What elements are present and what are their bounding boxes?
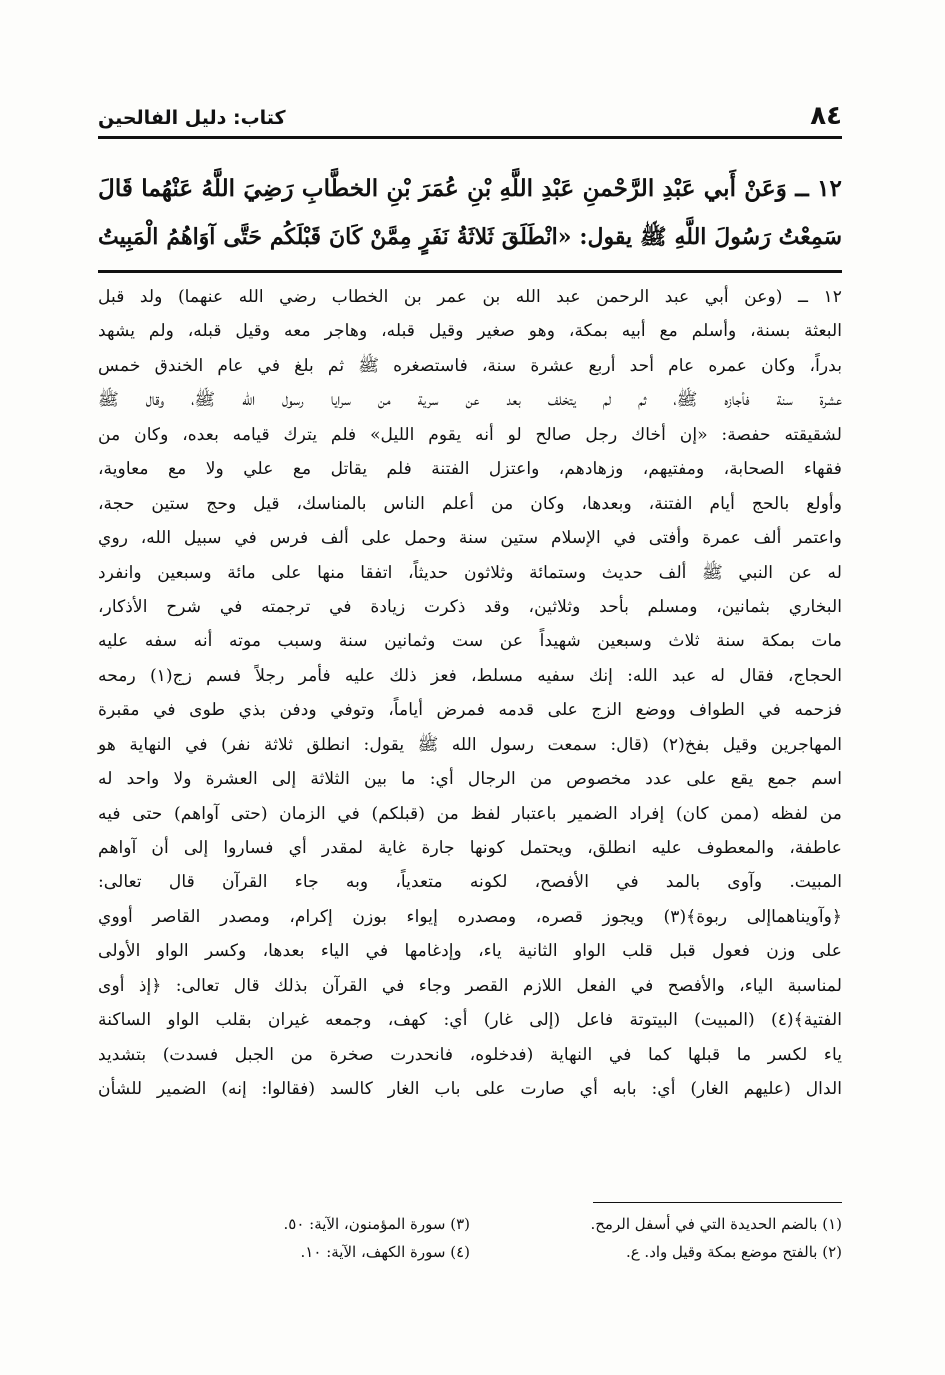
commentary-line: عشرة سنة فأجازه ﷺ، ثم لم يتخلف بعد عن سرية من سرايا رسول الله ﷺ، وقال ﷺ: [98, 390, 842, 411]
commentary-line: فقهاء الصحابة، ومفتيهم، وزهادهم، واعتزل الفتنة فلم يقاتل مع علي ولا مع معاوية،: [98, 459, 842, 480]
footnote-1: (١) بالضم الحديدة التي في أسفل الرمح.: [590, 1215, 842, 1233]
footnote-divider: [593, 1202, 842, 1203]
footnote-4: (٤) سورة الكهف، الآية: ١٠.: [300, 1243, 470, 1261]
commentary-line: البخاري بثمانين، ومسلم بأحد وثلاثين، وقد ذكرت زيادة في ترجمته في شرح الأذكار،: [98, 596, 842, 617]
commentary-line: مات بمكة سنة ثلاث وسبعين شهيداً عن ست وثمانين سنة وسبب موته أنه سفه عليه: [98, 631, 842, 652]
commentary-line: على وزن فعول قبل قلب الواو الثانية ياء، وإدغامها في الياء بعدها، وكسر الواو الأولى: [98, 941, 842, 962]
commentary-line: ﴿وآويناهماإلى ربوة﴾(٣) ويجوز قصره، ومصدره إيواء بوزن إكرام، ومصدر القاصر أووي: [98, 906, 843, 927]
commentary-line: له عن النبي ﷺ ألف حديث وستمائة وثلاثون حديثاً، اتفقا منها على مائة وسبعين وانفرد: [98, 562, 842, 583]
footnotes: [98, 1212, 842, 1264]
commentary-line: الحجاج، فقال له عبد الله: إنك سفيه مسلط، فعز ذلك عليه فأمر رجلاً فسم زج(١) رمحه: [98, 665, 842, 686]
hadith-line: ١٢ ــ وَعَنْ أَبي عَبْدِ الرَّحْمنِ عَبْدِ اللَّهِ بْنِ عُمَرَ بْنِ الخطَّابِ رَضِيَ اللَّهُ عَنْهُما قَالَ: [98, 175, 842, 202]
footnote-2: (٢) بالفتح موضع بمكة وقيل واد. ع.: [625, 1243, 842, 1261]
commentary-line: البعثة بسنة، وأسلم مع أبيه بمكة، وهو صغير وقيل قبله، وهاجر معه وقيل قبله، ولم يشهد: [98, 321, 842, 342]
page-number: ٨٤: [810, 101, 842, 131]
commentary-line: لمناسبة الياء، والأفصح في الفعل اللازم القصر وجاء في القرآن بذلك قال تعالى: ﴿إذ أوى: [98, 975, 842, 996]
footnote-3: (٣) سورة المؤمنون، الآية: ٥٠.: [283, 1215, 470, 1233]
commentary-line: اسم جمع يقع على عدد مخصوص من الرجال أي: ما بين الثلاثة إلى العشرة ولا واحد له: [98, 769, 842, 790]
commentary-line: عاطفة، والمعطوف عليه انطلق، ويحتمل كونها جارة غاية لمقدر أي فساروا إلى أن آواهم: [98, 838, 842, 858]
hadith-text: [98, 165, 842, 261]
commentary-line: ١٢ ــ (وعن أبي عبد الرحمن عبد الله بن عمر بن الخطاب رضي الله عنهما) ولد قبل: [98, 287, 842, 307]
commentary-body: [98, 280, 842, 1107]
commentary-line: بدراً، وكان عمره عام أحد أربع عشرة سنة، فاستصغره ﷺ ثم بلغ في عام الخندق خمس: [98, 355, 842, 376]
book-title: كتاب: دليل الفالحين: [98, 107, 286, 129]
commentary-line: الفتية﴾(٤) (المبيت) البيتوتة فاعل (إلى غار) أي: كهف، وجمعه غيران بقلب الواو الساكنة: [98, 1010, 842, 1031]
commentary-line: فزحمه في الطواف ووضع الزج على قدمه فمرض أياماً، وتوفي ودفن بذي طوى في مقبرة: [98, 700, 842, 721]
commentary-line: وأولع بالحج أيام الفتنة، وبعدها، وكان من أعلم الناس بالمناسك، قيل وحج ستين حجة،: [98, 493, 842, 514]
commentary-line: الدال (عليهم الغار) أي: بابه أي صارت على باب الغار كالسد (فقالوا: إنه) الضمير للشأن: [98, 1079, 842, 1100]
commentary-line: المبيت. وآوى بالمد في الأفصح، لكونه متعدياً، وبه جاء القرآن قال تعالى:: [98, 872, 842, 893]
commentary-line: المهاجرين وقيل بفخ(٢) (قال: سمعت رسول الله ﷺ يقول: انطلق ثلاثة نفر) في النهاية هو: [98, 734, 842, 755]
commentary-line: ياء لكسر ما قبلها كما في النهاية (فدخلوه، فانحدرت صخرة من الجبل فسدت) بتشديد: [98, 1044, 842, 1065]
hadith-line: سَمِعْتُ رَسُولَ اللَّهِ ﷺ يقول: «انْطَلَقَ ثَلاثَةُ نَفَرٍ مِمَّنْ كَانَ قَبْلَكُم حَتَّى آوَاهُمُ الْمَبِيتُ: [98, 224, 842, 250]
hadith-divider: [98, 270, 842, 273]
page-header: [98, 96, 842, 132]
commentary-line: لشقيقته حفصة: «إن أخاك رجل صالح لو أنه يقوم الليل» فلم يترك قيامه بعده، وكان من: [98, 424, 842, 445]
commentary-line: واعتمر ألف عمرة وأفتى في الإسلام ستين سنة وحمل على ألف فرس في سبيل الله، روي: [98, 528, 842, 549]
commentary-line: من لفظه (ممن كان) إفراد الضمير باعتبار لفظ من (قبلكم) في الزمان (حتى آواهم) حتى فيه: [98, 803, 842, 824]
header-divider: [98, 136, 842, 139]
